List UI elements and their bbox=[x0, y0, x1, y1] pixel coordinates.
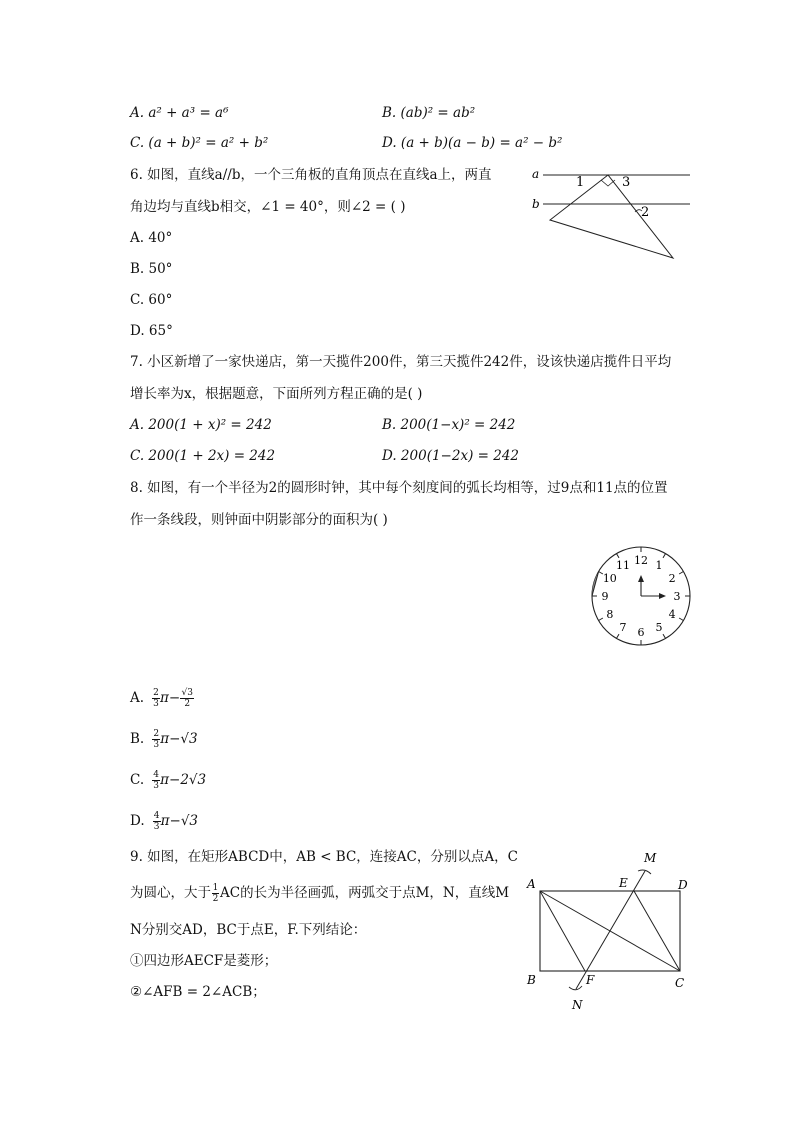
label-D: D bbox=[678, 878, 688, 892]
label-b: b bbox=[532, 197, 540, 211]
q9-half-num: 1 bbox=[212, 882, 219, 893]
q8-d-num: 4 bbox=[153, 810, 160, 821]
hour-hand-tip bbox=[638, 575, 644, 582]
q8-b-num: 2 bbox=[153, 728, 160, 739]
q6-parallel-lines-figure bbox=[525, 160, 695, 265]
label-B: B bbox=[527, 973, 536, 987]
q8-option-a bbox=[130, 684, 194, 712]
q6-option-b: B. 50° bbox=[130, 261, 173, 277]
label-a: a bbox=[532, 167, 540, 181]
q8-b-den: 3 bbox=[153, 739, 160, 750]
clock-number: 8 bbox=[606, 608, 614, 621]
label-N: N bbox=[572, 998, 583, 1012]
q8-a-rnum: √3 bbox=[181, 687, 193, 698]
q8-stem-line1: 8. 如图，有一个半径为2的圆形时钟，其中每个刻度间的弧长均相等，过9点和11点的位置 bbox=[130, 480, 668, 496]
clock-number: 1 bbox=[655, 558, 663, 572]
q8-option-b bbox=[130, 725, 198, 753]
q6-option-c: C. 60° bbox=[130, 292, 173, 308]
q9-conclusion-2: ②∠AFB = 2∠ACB； bbox=[130, 984, 266, 1000]
clock-number: 7 bbox=[619, 621, 627, 635]
label-angle1: 1 bbox=[576, 175, 585, 190]
q9-conclusion-1: ①四边形AECF是菱形； bbox=[130, 953, 278, 969]
clock-number: 11 bbox=[616, 558, 630, 572]
q8-a-rden: 2 bbox=[180, 698, 194, 709]
label-angle2: 2 bbox=[641, 205, 650, 220]
arc-mark-N bbox=[569, 986, 582, 990]
clock-number: 4 bbox=[668, 608, 676, 621]
clock-number: 6 bbox=[637, 626, 645, 639]
q8-c-prefix: C. bbox=[130, 772, 145, 788]
q6-stem-line2: 角边均与直线b相交，∠1 = 40°，则∠2 = ( ) bbox=[130, 199, 406, 215]
q5-option-a: A. a² + a³ = a⁶ bbox=[130, 105, 229, 121]
q8-option-d bbox=[130, 807, 198, 835]
q8-d-prefix: D. bbox=[130, 813, 145, 829]
q7-stem-line2: 增长率为x，根据题意，下面所列方程正确的是( ) bbox=[130, 386, 423, 402]
label-E: E bbox=[619, 876, 628, 890]
q9-stem-line3: N分别交AD，BC于点E，F.下列结论： bbox=[130, 922, 367, 938]
label-F: F bbox=[586, 973, 595, 987]
q8-b-rest: π−√3 bbox=[160, 731, 198, 747]
clock-tick bbox=[617, 554, 620, 558]
q6-option-a: A. 40° bbox=[130, 230, 173, 246]
q8-a-den: 3 bbox=[153, 698, 159, 709]
clock-number: 2 bbox=[668, 572, 676, 585]
clock-tick bbox=[679, 572, 683, 575]
q7-option-c: C. 200(1 + 2x) = 242 bbox=[130, 448, 276, 464]
q8-d-rest: π−√3 bbox=[160, 813, 199, 829]
q8-clock-figure bbox=[588, 543, 694, 649]
q7-option-b: B. 200(1−x)² = 242 bbox=[382, 417, 516, 433]
clock-number: 12 bbox=[634, 554, 648, 567]
label-angle3: 3 bbox=[622, 175, 631, 190]
q9-line2-pre: 为圆心，大于 bbox=[130, 885, 211, 901]
q8-a-rfraction bbox=[180, 688, 194, 709]
q8-c-den: 3 bbox=[153, 780, 159, 791]
q8-a-fraction bbox=[152, 688, 160, 709]
q8-d-den: 3 bbox=[153, 821, 160, 832]
triangle-ruler bbox=[550, 175, 673, 258]
q8-a-mid: π− bbox=[160, 690, 181, 706]
q7-option-a: A. 200(1 + x)² = 242 bbox=[130, 417, 272, 433]
label-A: A bbox=[527, 877, 536, 891]
q8-c-num: 4 bbox=[153, 769, 159, 780]
q5-option-d: D. (a + b)(a − b) = a² − b² bbox=[382, 135, 563, 151]
clock-number: 10 bbox=[602, 572, 617, 585]
clock-tick bbox=[599, 618, 603, 621]
q8-b-prefix: B. bbox=[130, 731, 145, 747]
q6-stem-line1: 6. 如图，直线a//b，一个三角板的直角顶点在直线a上，两直 bbox=[130, 167, 492, 183]
clock-tick bbox=[663, 634, 666, 638]
q9-stem-line1: 9. 如图，在矩形ABCD中，AB < BC，连接AC，分别以点A，C bbox=[130, 849, 518, 865]
clock-number: 3 bbox=[673, 590, 681, 603]
clock-tick bbox=[617, 634, 620, 638]
q9-half-den: 2 bbox=[212, 893, 219, 904]
q7-stem-line1: 7. 小区新增了一家快递店，第一天揽件200件，第三天揽件242件，设该快递店揽件日平均 bbox=[130, 354, 672, 370]
q9-half-fraction bbox=[212, 883, 219, 904]
clock-tick bbox=[663, 554, 666, 558]
label-C: C bbox=[675, 976, 685, 990]
clock-number: 5 bbox=[655, 621, 663, 635]
q8-d-fraction bbox=[153, 811, 161, 832]
label-M: M bbox=[644, 851, 657, 865]
minute-hand-tip bbox=[659, 593, 666, 599]
clock-tick bbox=[679, 618, 683, 621]
q5-option-c: C. (a + b)² = a² + b² bbox=[130, 135, 269, 151]
q8-c-fraction bbox=[152, 770, 160, 791]
clock-number: 9 bbox=[601, 590, 609, 603]
q7-option-d: D. 200(1−2x) = 242 bbox=[382, 448, 519, 464]
q5-option-b: B. (ab)² = ab² bbox=[382, 105, 476, 121]
q8-a-prefix: A. bbox=[130, 690, 145, 706]
q8-stem-line2: 作一条线段，则钟面中阴影部分的面积为( ) bbox=[130, 512, 388, 528]
q9-line2-post: AC的长为半径画弧，两弧交于点M，N，直线M bbox=[220, 885, 510, 901]
q9-rectangle-figure bbox=[520, 846, 700, 1016]
q6-option-d: D. 65° bbox=[130, 323, 173, 339]
q8-c-rest: π−2√3 bbox=[160, 772, 207, 788]
segment-AF bbox=[540, 891, 585, 971]
q8-option-c bbox=[130, 766, 206, 794]
q8-a-num: 2 bbox=[153, 687, 159, 698]
q9-stem-line2 bbox=[130, 880, 509, 906]
segment-EC bbox=[634, 891, 680, 971]
